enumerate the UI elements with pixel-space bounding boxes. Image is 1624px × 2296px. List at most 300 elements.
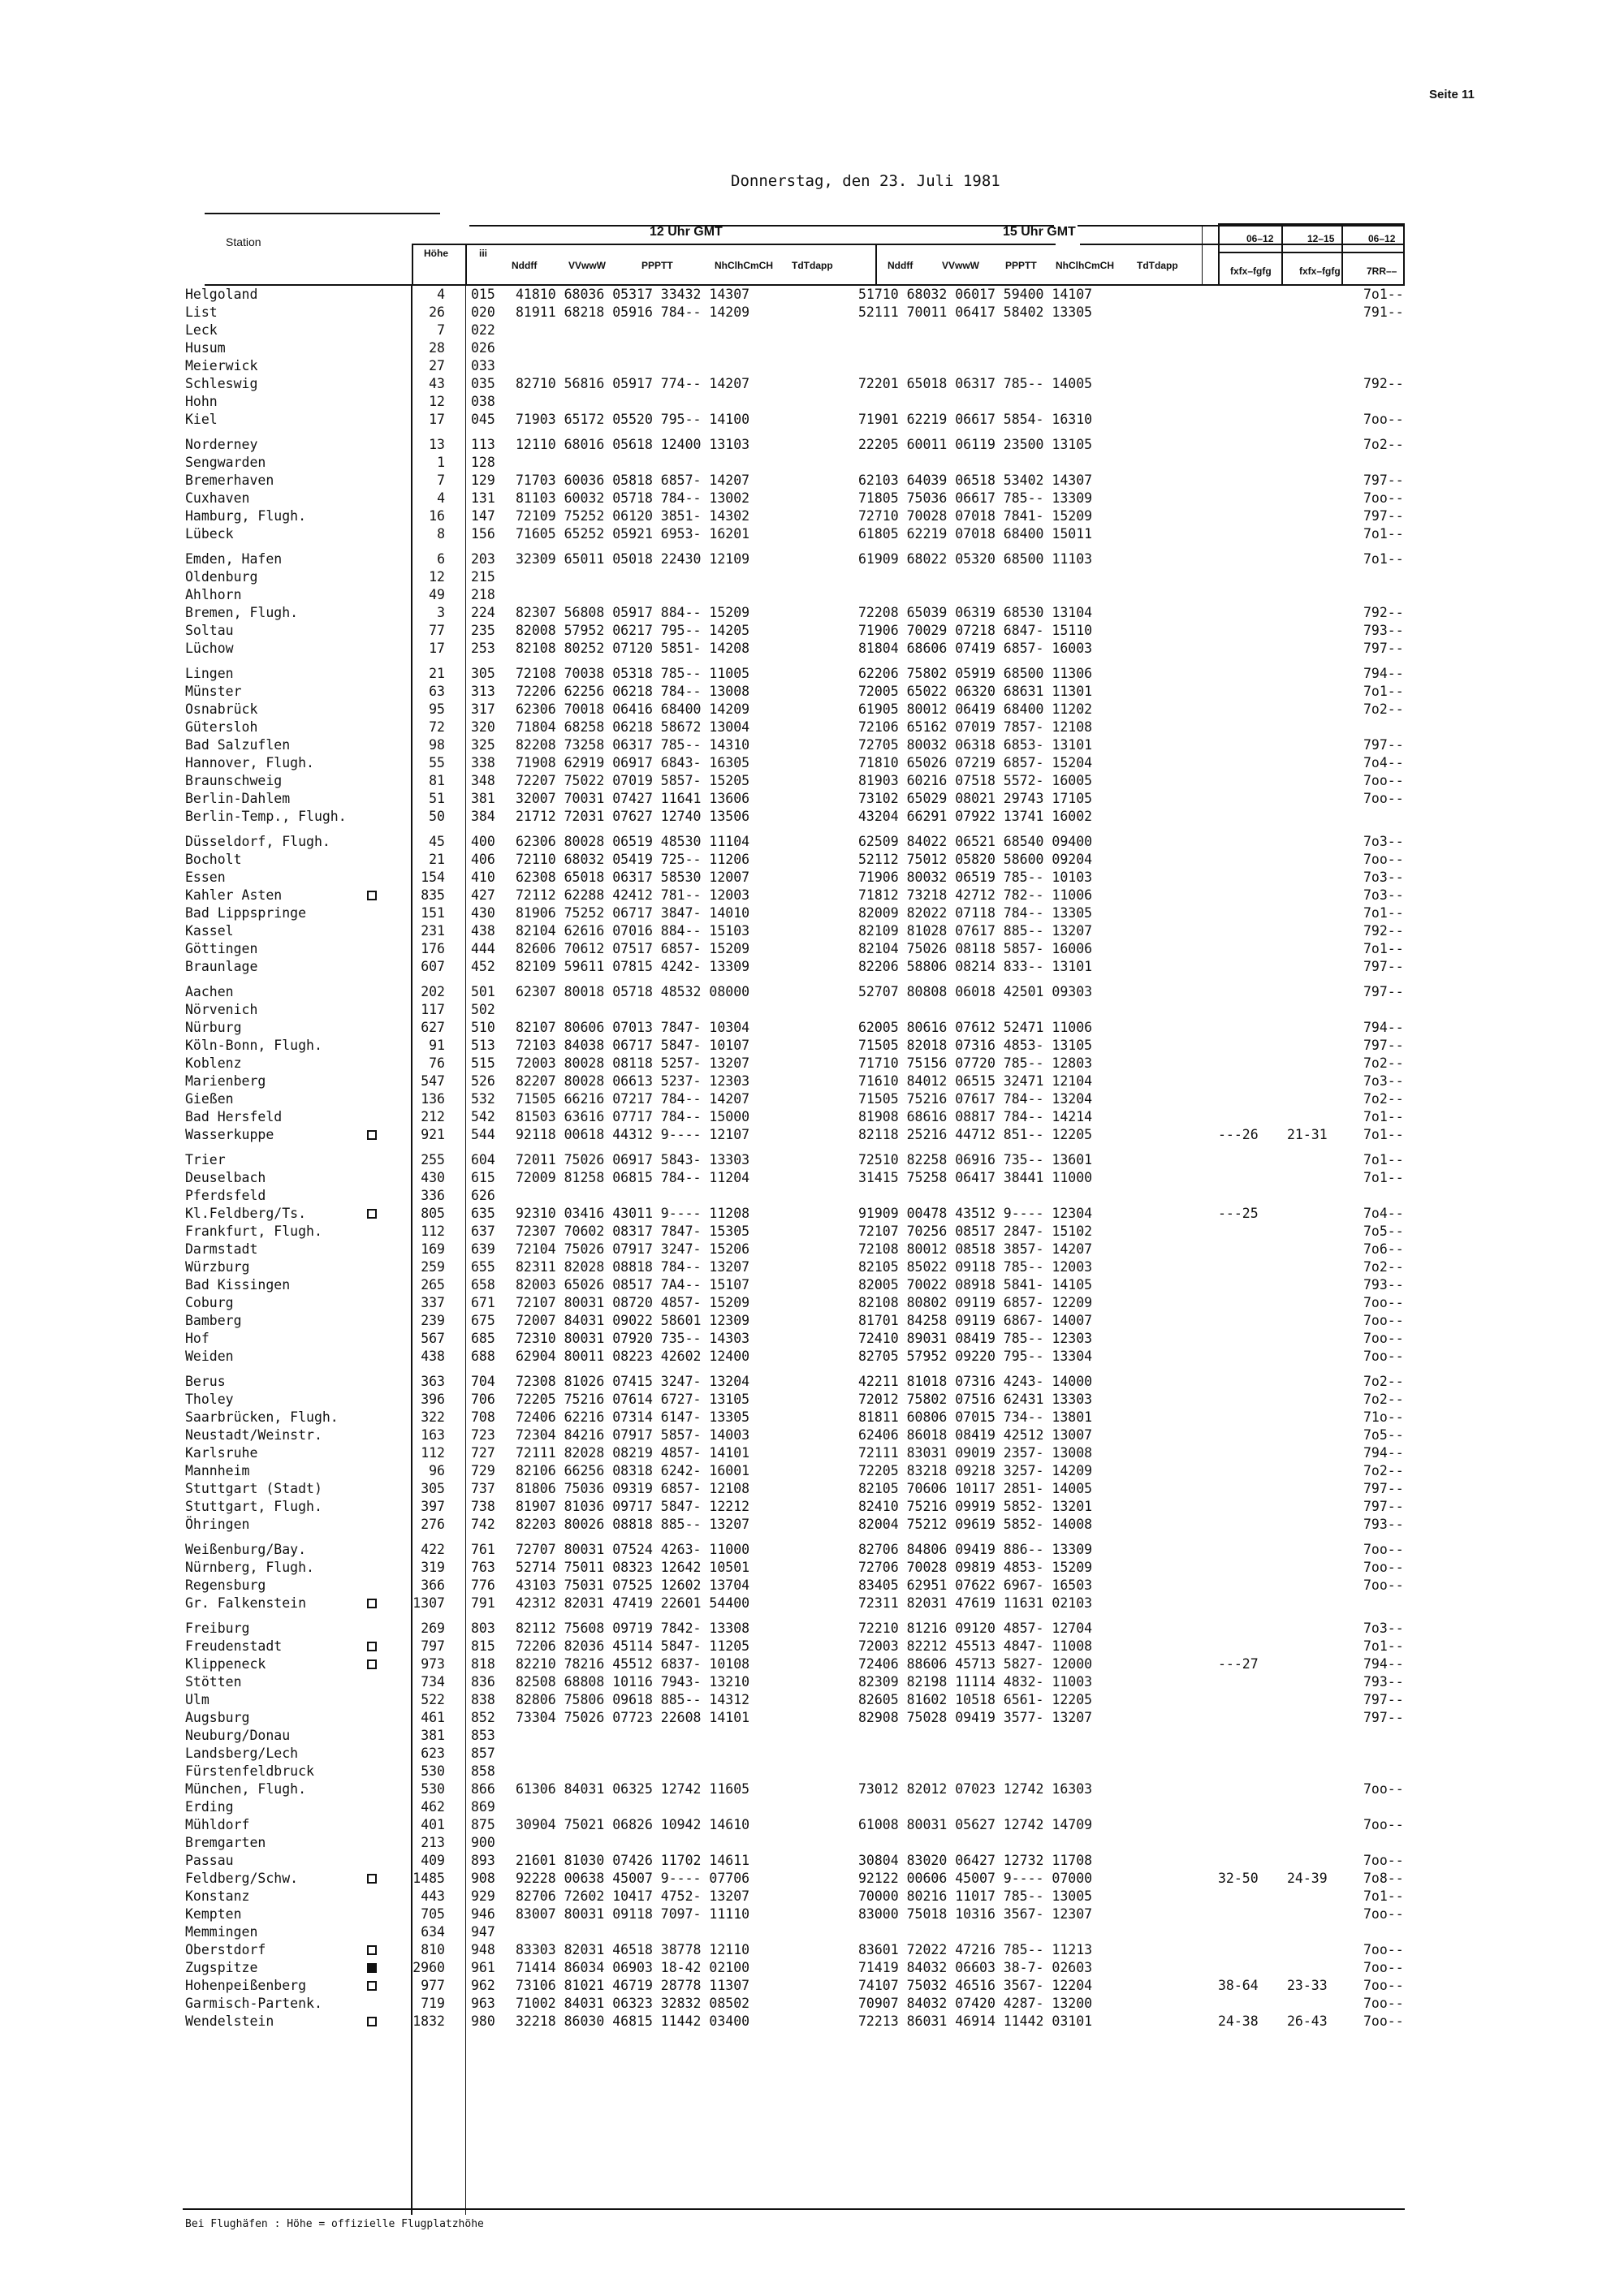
station-id: 946 bbox=[471, 1906, 495, 1922]
station-height: 337 bbox=[421, 1295, 445, 1310]
obs-15-gmt: 62509 84022 06521 68540 09400 bbox=[858, 834, 1093, 849]
footnote: Bei Flughäfen : Höhe = offizielle Flugplatzhöhe bbox=[185, 2218, 484, 2230]
gust-12-15: 23-33 bbox=[1287, 1978, 1328, 1993]
obs-12-gmt: 21712 72031 07627 12740 13506 bbox=[516, 809, 750, 824]
obs-12-gmt: 72108 70038 05318 785-- 11005 bbox=[516, 666, 750, 681]
station-name: Garmisch-Partenk. bbox=[185, 1996, 322, 2011]
rr-06-12: 794-- bbox=[1363, 666, 1404, 681]
station-name: Köln-Bonn, Flugh. bbox=[185, 1038, 322, 1053]
rr-06-12: 7o1-- bbox=[1363, 905, 1404, 921]
station-height: 26 bbox=[429, 304, 445, 320]
station-height: 50 bbox=[429, 809, 445, 824]
obs-15-gmt: 72005 65022 06320 68631 11301 bbox=[858, 684, 1093, 699]
station-name: Braunschweig bbox=[185, 773, 283, 788]
obs-15-gmt: 71906 80032 06519 785-- 10103 bbox=[858, 870, 1093, 885]
rr-06-12: 7o2-- bbox=[1363, 701, 1404, 717]
rr-06-12: 794-- bbox=[1363, 1656, 1404, 1672]
station-id: 706 bbox=[471, 1392, 495, 1407]
station-name: Feldberg/Schw. bbox=[185, 1871, 299, 1886]
station-name: Gr. Falkenstein bbox=[185, 1595, 307, 1611]
station-group bbox=[0, 983, 1624, 1144]
station-id: 635 bbox=[471, 1206, 495, 1221]
col15-tdtd: TdTdapp bbox=[1137, 260, 1178, 271]
station-height: 1307 bbox=[412, 1595, 445, 1611]
station-name: Leck bbox=[185, 322, 218, 338]
rr-06-12: 7oo-- bbox=[1363, 1313, 1404, 1328]
table-row bbox=[0, 1258, 1624, 1276]
station-height: 12 bbox=[429, 569, 445, 585]
rr-06-12: 7o4-- bbox=[1363, 1206, 1404, 1221]
obs-12-gmt: 82112 75608 09719 7842- 13308 bbox=[516, 1621, 750, 1636]
station-id: 742 bbox=[471, 1517, 495, 1532]
rr-06-12: 7o5-- bbox=[1363, 1427, 1404, 1443]
rr-06-12: 794-- bbox=[1363, 1445, 1404, 1461]
obs-12-gmt: 71505 66216 07217 784-- 14207 bbox=[516, 1091, 750, 1107]
obs-15-gmt: 70000 80216 11017 785-- 13005 bbox=[858, 1888, 1093, 1904]
obs-15-gmt: 71901 62219 06617 5854- 16310 bbox=[858, 412, 1093, 427]
station-name: Bremgarten bbox=[185, 1835, 266, 1850]
obs-12-gmt: 73304 75026 07723 22608 14101 bbox=[516, 1710, 750, 1725]
station-name: Nürnberg, Flugh. bbox=[185, 1560, 314, 1575]
obs-12-gmt: 72109 75252 06120 3851- 14302 bbox=[516, 508, 750, 524]
station-height: 1485 bbox=[412, 1871, 445, 1886]
obs-15-gmt: 83601 72022 47216 785-- 11213 bbox=[858, 1942, 1093, 1957]
obs-15-gmt: 91909 00478 43512 9---- 12304 bbox=[858, 1206, 1093, 1221]
obs-12-gmt: 72011 75026 06917 5843- 13303 bbox=[516, 1152, 750, 1167]
obs-15-gmt: 72705 80032 06318 6853- 13101 bbox=[858, 737, 1093, 753]
obs-12-gmt: 82311 82028 08818 784-- 13207 bbox=[516, 1259, 750, 1275]
station-height: 634 bbox=[421, 1924, 445, 1940]
station-height: 51 bbox=[429, 791, 445, 806]
obs-15-gmt: 42211 81018 07316 4243- 14000 bbox=[858, 1374, 1093, 1389]
obs-15-gmt: 82309 82198 11114 4832- 11003 bbox=[858, 1674, 1093, 1690]
station-id: 038 bbox=[471, 394, 495, 409]
rr-06-12: 7o1-- bbox=[1363, 551, 1404, 567]
obs-12-gmt: 82706 72602 10417 4752- 13207 bbox=[516, 1888, 750, 1904]
obs-12-gmt: 72104 75026 07917 3247- 15206 bbox=[516, 1241, 750, 1257]
table-row bbox=[0, 983, 1624, 1001]
station-name: Berlin-Dahlem bbox=[185, 791, 291, 806]
table-row bbox=[0, 940, 1624, 958]
station-height: 81 bbox=[429, 773, 445, 788]
obs-12-gmt: 81911 68218 05916 784-- 14209 bbox=[516, 304, 750, 320]
obs-12-gmt: 82107 80606 07013 7847- 10304 bbox=[516, 1020, 750, 1035]
station-height: 797 bbox=[421, 1638, 445, 1654]
station-id: 727 bbox=[471, 1445, 495, 1461]
rr-06-12: 793-- bbox=[1363, 1674, 1404, 1690]
station-id: 818 bbox=[471, 1656, 495, 1672]
obs-15-gmt: 52111 70011 06417 58402 13305 bbox=[858, 304, 1093, 320]
station-name: Sengwarden bbox=[185, 455, 266, 470]
mountain-station-marker bbox=[367, 2017, 377, 2026]
table-row bbox=[0, 411, 1624, 429]
obs-15-gmt: 82908 75028 09419 3577- 13207 bbox=[858, 1710, 1093, 1725]
gust-12-15: 24-39 bbox=[1287, 1871, 1328, 1886]
station-height: 973 bbox=[421, 1656, 445, 1672]
station-id: 908 bbox=[471, 1871, 495, 1886]
station-id: 688 bbox=[471, 1349, 495, 1364]
obs-12-gmt: 82106 66256 08318 6242- 16001 bbox=[516, 1463, 750, 1478]
station-id: 320 bbox=[471, 719, 495, 735]
station-height: 265 bbox=[421, 1277, 445, 1293]
station-height: 49 bbox=[429, 587, 445, 602]
rr-06-12: 7o2-- bbox=[1363, 1392, 1404, 1407]
station-id: 962 bbox=[471, 1978, 495, 1993]
station-group bbox=[0, 550, 1624, 658]
obs-12-gmt: 12110 68016 05618 12400 13103 bbox=[516, 437, 750, 452]
table-row bbox=[0, 1595, 1624, 1612]
station-height: 76 bbox=[429, 1055, 445, 1071]
table-row bbox=[0, 1348, 1624, 1366]
table-row bbox=[0, 1977, 1624, 1995]
station-height: 397 bbox=[421, 1499, 445, 1514]
table-row bbox=[0, 1462, 1624, 1480]
table-row bbox=[0, 719, 1624, 736]
table-row bbox=[0, 1516, 1624, 1534]
station-name: Essen bbox=[185, 870, 226, 885]
obs-12-gmt: 43103 75031 07525 12602 13704 bbox=[516, 1577, 750, 1593]
station-height: 17 bbox=[429, 641, 445, 656]
station-name: Stuttgart, Flugh. bbox=[185, 1499, 322, 1514]
obs-12-gmt: 81806 75036 09319 6857- 12108 bbox=[516, 1481, 750, 1496]
table-row bbox=[0, 772, 1624, 790]
station-name: Bad Salzuflen bbox=[185, 737, 291, 753]
station-id: 325 bbox=[471, 737, 495, 753]
table-row bbox=[0, 1019, 1624, 1037]
station-name: Meierwick bbox=[185, 358, 258, 373]
table-row bbox=[0, 869, 1624, 887]
obs-12-gmt: 82210 78216 45512 6837- 10108 bbox=[516, 1656, 750, 1672]
station-name: Deuselbach bbox=[185, 1170, 266, 1185]
obs-15-gmt: 43204 66291 07922 13741 16002 bbox=[858, 809, 1093, 824]
station-name: Mannheim bbox=[185, 1463, 250, 1478]
station-name: Lübeck bbox=[185, 526, 234, 542]
station-id: 113 bbox=[471, 437, 495, 452]
station-height: 805 bbox=[421, 1206, 445, 1221]
right-head-3: 06–12 bbox=[1368, 233, 1396, 244]
station-id: 045 bbox=[471, 412, 495, 427]
station-id: 502 bbox=[471, 1002, 495, 1017]
rr-06-12: 792-- bbox=[1363, 605, 1404, 620]
station-id: 338 bbox=[471, 755, 495, 770]
station-height: 363 bbox=[421, 1374, 445, 1389]
obs-12-gmt: 71903 65172 05520 795-- 14100 bbox=[516, 412, 750, 427]
station-height: 43 bbox=[429, 376, 445, 391]
station-name: Weiden bbox=[185, 1349, 234, 1364]
station-id: 542 bbox=[471, 1109, 495, 1124]
obs-12-gmt: 41810 68036 05317 33432 14307 bbox=[516, 287, 750, 302]
table-row bbox=[0, 1426, 1624, 1444]
mountain-station-marker bbox=[367, 1874, 377, 1884]
station-name: Bremen, Flugh. bbox=[185, 605, 299, 620]
rr-06-12: 794-- bbox=[1363, 1020, 1404, 1035]
station-height: 16 bbox=[429, 508, 445, 524]
gust-06-12: 32-50 bbox=[1218, 1871, 1259, 1886]
station-name: Ahlhorn bbox=[185, 587, 242, 602]
rr-06-12: 7o1-- bbox=[1363, 1152, 1404, 1167]
obs-15-gmt: 51710 68032 06017 59400 14107 bbox=[858, 287, 1093, 302]
rr-06-12: 797-- bbox=[1363, 737, 1404, 753]
obs-15-gmt: 81903 60216 07518 5572- 16005 bbox=[858, 773, 1093, 788]
obs-15-gmt: 72208 65039 06319 68530 13104 bbox=[858, 605, 1093, 620]
table-row bbox=[0, 701, 1624, 719]
footer-rule bbox=[183, 2208, 1405, 2210]
station-id: 348 bbox=[471, 773, 495, 788]
station-name: Mühldorf bbox=[185, 1817, 250, 1832]
station-id: 253 bbox=[471, 641, 495, 656]
station-name: Saarbrücken, Flugh. bbox=[185, 1409, 339, 1425]
table-row bbox=[0, 393, 1624, 411]
obs-15-gmt: 71812 73218 42712 782-- 11006 bbox=[858, 887, 1093, 903]
station-id: 235 bbox=[471, 623, 495, 638]
rr-06-12: 7o1-- bbox=[1363, 941, 1404, 956]
station-name: Kahler Asten bbox=[185, 887, 283, 903]
obs-12-gmt: 62308 65018 06317 58530 12007 bbox=[516, 870, 750, 885]
table-row bbox=[0, 1870, 1624, 1888]
station-height: 7 bbox=[437, 473, 445, 488]
table-row bbox=[0, 1294, 1624, 1312]
obs-15-gmt: 62005 80616 07612 52471 11006 bbox=[858, 1020, 1093, 1035]
obs-12-gmt: 82008 57952 06217 795-- 14205 bbox=[516, 623, 750, 638]
rr-06-12: 797-- bbox=[1363, 1481, 1404, 1496]
table-row bbox=[0, 1241, 1624, 1258]
station-name: Nürburg bbox=[185, 1020, 242, 1035]
obs-15-gmt: 62103 64039 06518 53402 14307 bbox=[858, 473, 1093, 488]
table-row bbox=[0, 1780, 1624, 1798]
table-row bbox=[0, 1001, 1624, 1019]
rr-06-12: 797-- bbox=[1363, 1710, 1404, 1725]
station-name: München, Flugh. bbox=[185, 1781, 307, 1797]
obs-15-gmt: 82118 25216 44712 851-- 12205 bbox=[858, 1127, 1093, 1142]
table-row bbox=[0, 1620, 1624, 1638]
station-name: Kassel bbox=[185, 923, 234, 939]
obs-15-gmt: 72706 70028 09819 4853- 15209 bbox=[858, 1560, 1093, 1575]
station-name: Ulm bbox=[185, 1692, 209, 1707]
obs-15-gmt: 83405 62951 07622 6967- 16503 bbox=[858, 1577, 1093, 1593]
station-id: 513 bbox=[471, 1038, 495, 1053]
station-id: 305 bbox=[471, 666, 495, 681]
station-height: 1832 bbox=[412, 2013, 445, 2029]
table-row bbox=[0, 1373, 1624, 1391]
table-row bbox=[0, 1541, 1624, 1559]
table-row bbox=[0, 375, 1624, 393]
obs-12-gmt: 30904 75021 06826 10942 14610 bbox=[516, 1817, 750, 1832]
obs-15-gmt: 81908 68616 08817 784-- 14214 bbox=[858, 1109, 1093, 1124]
station-height: 255 bbox=[421, 1152, 445, 1167]
station-id: 026 bbox=[471, 340, 495, 356]
obs-12-gmt: 81103 60032 05718 784-- 13002 bbox=[516, 490, 750, 506]
col12-vvwww: VVwwW bbox=[568, 260, 607, 271]
rr-06-12: 7oo-- bbox=[1363, 791, 1404, 806]
station-height: 705 bbox=[421, 1906, 445, 1922]
obs-15-gmt: 61008 80031 05627 12742 14709 bbox=[858, 1817, 1093, 1832]
obs-15-gmt: 72406 88606 45713 5827- 12000 bbox=[858, 1656, 1093, 1672]
table-row bbox=[0, 1312, 1624, 1330]
station-id: 929 bbox=[471, 1888, 495, 1904]
station-height: 13 bbox=[429, 437, 445, 452]
station-name: Düsseldorf, Flugh. bbox=[185, 834, 330, 849]
table-row bbox=[0, 1037, 1624, 1055]
obs-12-gmt: 62307 80018 05718 48532 08000 bbox=[516, 984, 750, 999]
obs-15-gmt: 22205 60011 06119 23500 13105 bbox=[858, 437, 1093, 452]
station-id: 218 bbox=[471, 587, 495, 602]
obs-15-gmt: 82605 81602 10518 6561- 12205 bbox=[858, 1692, 1093, 1707]
station-height: 213 bbox=[421, 1835, 445, 1850]
station-id: 626 bbox=[471, 1188, 495, 1203]
station-id: 544 bbox=[471, 1127, 495, 1142]
obs-15-gmt: 92122 00606 45007 9---- 07000 bbox=[858, 1871, 1093, 1886]
table-row bbox=[0, 1559, 1624, 1577]
station-name: Lingen bbox=[185, 666, 234, 681]
obs-15-gmt: 52707 80808 06018 42501 09303 bbox=[858, 984, 1093, 999]
obs-15-gmt: 72213 86031 46914 11442 03101 bbox=[858, 2013, 1093, 2029]
station-name: Stötten bbox=[185, 1674, 242, 1690]
table-row bbox=[0, 683, 1624, 701]
rr-06-12: 7o3-- bbox=[1363, 1621, 1404, 1636]
station-height: 547 bbox=[421, 1073, 445, 1089]
rr-06-12: 7oo-- bbox=[1363, 1853, 1404, 1868]
station-name: Norderney bbox=[185, 437, 258, 452]
obs-12-gmt: 72007 84031 09022 58601 12309 bbox=[516, 1313, 750, 1328]
table-row bbox=[0, 490, 1624, 507]
obs-12-gmt: 71605 65252 05921 6953- 16201 bbox=[516, 526, 750, 542]
page-number: Seite 11 bbox=[1429, 88, 1475, 101]
rr-06-12: 7o5-- bbox=[1363, 1224, 1404, 1239]
obs-12-gmt: 82203 80026 08818 885-- 13207 bbox=[516, 1517, 750, 1532]
station-height: 154 bbox=[421, 870, 445, 885]
station-id: 685 bbox=[471, 1331, 495, 1346]
station-height: 734 bbox=[421, 1674, 445, 1690]
col12-nddff: Nddff bbox=[512, 260, 538, 271]
station-id: 384 bbox=[471, 809, 495, 824]
station-id: 836 bbox=[471, 1674, 495, 1690]
station-id: 015 bbox=[471, 287, 495, 302]
station-id: 980 bbox=[471, 2013, 495, 2029]
station-id: 224 bbox=[471, 605, 495, 620]
rr-06-12: 7oo-- bbox=[1363, 1906, 1404, 1922]
obs-15-gmt: 82705 57952 09220 795-- 13304 bbox=[858, 1349, 1093, 1364]
station-height: 409 bbox=[421, 1853, 445, 1868]
rr-06-12: 797-- bbox=[1363, 473, 1404, 488]
obs-12-gmt: 82508 68808 10116 7943- 13210 bbox=[516, 1674, 750, 1690]
station-height: 305 bbox=[421, 1481, 445, 1496]
rr-06-12: 7oo-- bbox=[1363, 1542, 1404, 1557]
obs-15-gmt: 70907 84032 07420 4287- 13200 bbox=[858, 1996, 1093, 2011]
station-id: 655 bbox=[471, 1259, 495, 1275]
obs-15-gmt: 72107 70256 08517 2847- 15102 bbox=[858, 1224, 1093, 1239]
obs-12-gmt: 82108 80252 07120 5851- 14208 bbox=[516, 641, 750, 656]
table-row bbox=[0, 790, 1624, 808]
station-height: 91 bbox=[429, 1038, 445, 1053]
station-id: 858 bbox=[471, 1763, 495, 1779]
station-height: 12 bbox=[429, 394, 445, 409]
station-name: Münster bbox=[185, 684, 242, 699]
obs-15-gmt: 72003 82212 45513 4847- 11008 bbox=[858, 1638, 1093, 1654]
mountain-station-marker bbox=[367, 1963, 377, 1973]
rr-06-12: 7o2-- bbox=[1363, 437, 1404, 452]
rr-06-12: 791-- bbox=[1363, 304, 1404, 320]
obs-15-gmt: 82004 75212 09619 5852- 14008 bbox=[858, 1517, 1093, 1532]
table-row bbox=[0, 904, 1624, 922]
table-row bbox=[0, 550, 1624, 568]
block-12-header: 12 Uhr GMT bbox=[650, 225, 723, 239]
obs-15-gmt: 62406 86018 08419 42512 13007 bbox=[858, 1427, 1093, 1443]
rr-06-12: 7o2-- bbox=[1363, 1091, 1404, 1107]
station-height: 530 bbox=[421, 1763, 445, 1779]
station-name: Braunlage bbox=[185, 959, 258, 974]
station-height: 2960 bbox=[412, 1960, 445, 1975]
table-row bbox=[0, 1276, 1624, 1294]
obs-12-gmt: 81907 81036 09717 5847- 12212 bbox=[516, 1499, 750, 1514]
obs-12-gmt: 71414 86034 06903 18-42 02100 bbox=[516, 1960, 750, 1975]
station-id: 128 bbox=[471, 455, 495, 470]
obs-15-gmt: 73102 65029 08021 29743 17105 bbox=[858, 791, 1093, 806]
obs-15-gmt: 72410 89031 08419 785-- 12303 bbox=[858, 1331, 1093, 1346]
rr-06-12: 7o1-- bbox=[1363, 1127, 1404, 1142]
gust-12-15: 26-43 bbox=[1287, 2013, 1328, 2029]
station-id: 131 bbox=[471, 490, 495, 506]
obs-15-gmt: 82105 85022 09118 785-- 12003 bbox=[858, 1259, 1093, 1275]
rr-06-12: 7oo-- bbox=[1363, 1996, 1404, 2011]
obs-12-gmt: 82003 65026 08517 7A4-- 15107 bbox=[516, 1277, 750, 1293]
rr-06-12: 71o-- bbox=[1363, 1409, 1404, 1425]
rr-06-12: 7o2-- bbox=[1363, 1055, 1404, 1071]
obs-15-gmt: 83000 75018 10316 3567- 12307 bbox=[858, 1906, 1093, 1922]
station-id: 615 bbox=[471, 1170, 495, 1185]
obs-12-gmt: 72206 82036 45114 5847- 11205 bbox=[516, 1638, 750, 1654]
station-height: 3 bbox=[437, 605, 445, 620]
station-height: 319 bbox=[421, 1560, 445, 1575]
obs-15-gmt: 72710 70028 07018 7841- 15209 bbox=[858, 508, 1093, 524]
station-id: 430 bbox=[471, 905, 495, 921]
table-row bbox=[0, 1330, 1624, 1348]
station-name: Konstanz bbox=[185, 1888, 250, 1904]
station-name: Soltau bbox=[185, 623, 234, 638]
station-height: 1 bbox=[437, 455, 445, 470]
obs-15-gmt: 72201 65018 06317 785-- 14005 bbox=[858, 376, 1093, 391]
station-name: Wasserkuppe bbox=[185, 1127, 274, 1142]
station-height: 136 bbox=[421, 1091, 445, 1107]
station-id: 400 bbox=[471, 834, 495, 849]
obs-15-gmt: 82105 70606 10117 2851- 14005 bbox=[858, 1481, 1093, 1496]
table-row bbox=[0, 1691, 1624, 1709]
rr-06-12: 7o2-- bbox=[1363, 1374, 1404, 1389]
obs-12-gmt: 71703 60036 05818 6857- 14207 bbox=[516, 473, 750, 488]
table-row bbox=[0, 1409, 1624, 1426]
station-id: 704 bbox=[471, 1374, 495, 1389]
station-name: Berlin-Temp., Flugh. bbox=[185, 809, 347, 824]
obs-15-gmt: 61905 80012 06419 68400 11202 bbox=[858, 701, 1093, 717]
table-row bbox=[0, 1498, 1624, 1516]
rr-06-12: 7o1-- bbox=[1363, 684, 1404, 699]
rr-06-12: 7o1-- bbox=[1363, 1109, 1404, 1124]
station-name: Bad Kissingen bbox=[185, 1277, 291, 1293]
station-name: Gütersloh bbox=[185, 719, 258, 735]
station-name: Klippeneck bbox=[185, 1656, 266, 1672]
table-row bbox=[0, 754, 1624, 772]
obs-12-gmt: 71908 62919 06917 6843- 16305 bbox=[516, 755, 750, 770]
station-height: 401 bbox=[421, 1817, 445, 1832]
rr-06-12: 7oo-- bbox=[1363, 412, 1404, 427]
table-row bbox=[0, 1577, 1624, 1595]
table-row bbox=[0, 472, 1624, 490]
obs-12-gmt: 72103 84038 06717 5847- 10107 bbox=[516, 1038, 750, 1053]
obs-15-gmt: 72510 82258 06916 735-- 13601 bbox=[858, 1152, 1093, 1167]
table-row bbox=[0, 958, 1624, 976]
table-row bbox=[0, 736, 1624, 754]
obs-12-gmt: 82710 56816 05917 774-- 14207 bbox=[516, 376, 750, 391]
station-height: 239 bbox=[421, 1313, 445, 1328]
